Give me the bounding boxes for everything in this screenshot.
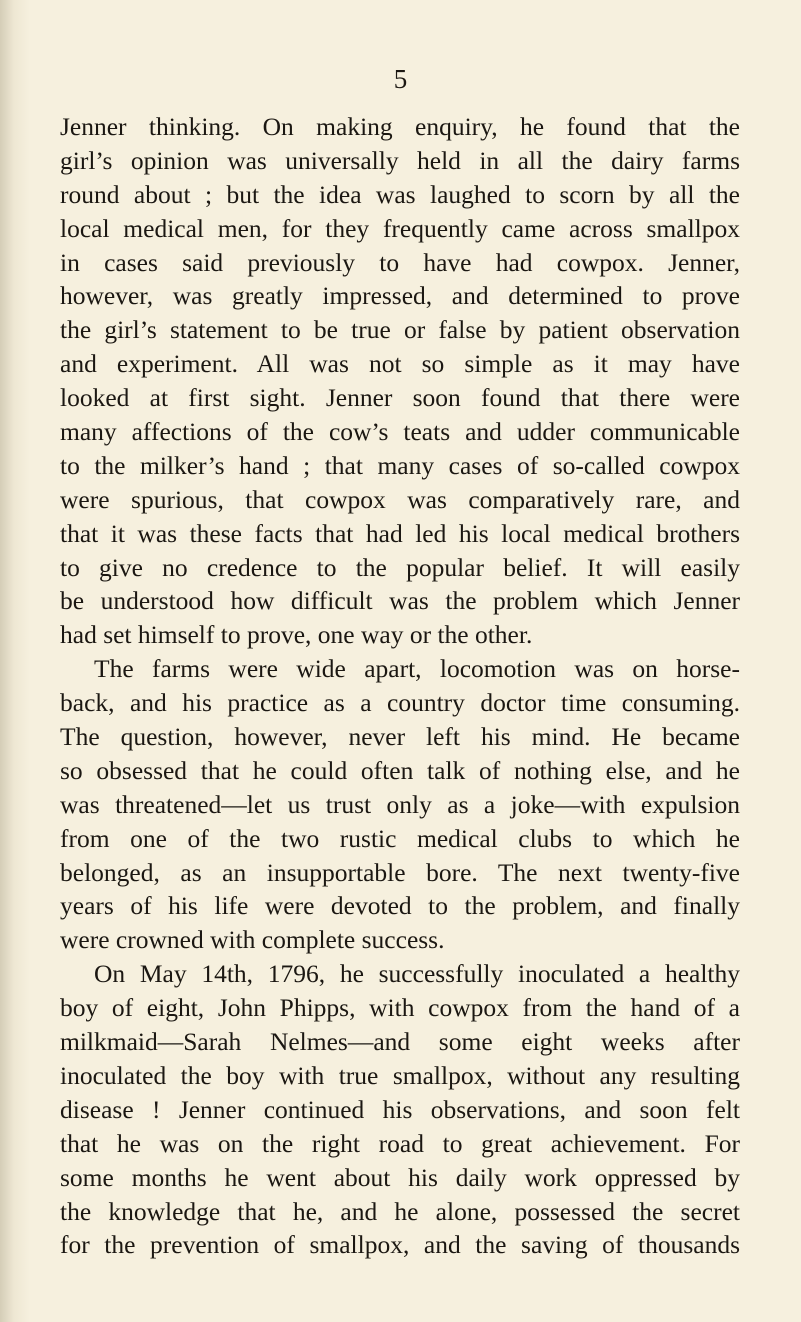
text-line: to the milker’s hand ; that many cases of so-called cowpox	[60, 450, 740, 480]
text-line: back, and his practice as a country doctor time consuming.	[60, 688, 740, 718]
text-line: disease ! Jenner continued his observations, and soon felt	[60, 1094, 740, 1124]
text-line: had set himself to prove, one way or the other.	[60, 620, 533, 650]
text-line: The farms were wide apart, locomotion was on horse-	[94, 654, 740, 684]
text-line: from one of the two rustic medical clubs to which he	[60, 823, 740, 853]
text-line: for the prevention of smallpox, and the saving of thousands	[60, 1230, 740, 1260]
text-line: be understood how difficult was the problem which Jenner	[60, 586, 740, 616]
text-line: the girl’s statement to be true or false by patient observation	[60, 315, 740, 345]
text-line: boy of eight, John Phipps, with cowpox from the hand of a	[60, 993, 740, 1023]
text-line: and experiment. All was not so simple as it may have	[60, 349, 740, 379]
body-text	[60, 110, 740, 1262]
text-line: were crowned with complete success.	[60, 925, 445, 955]
text-line: the knowledge that he, and he alone, possessed the secret	[60, 1196, 740, 1226]
text-line: looked at first sight. Jenner soon found that there were	[60, 383, 740, 413]
page-number: 5	[393, 64, 408, 94]
text-line: On May 14th, 1796, he successfully inoculated a healthy	[94, 959, 740, 989]
text-line: belonged, as an insupportable bore. The next twenty-five	[60, 857, 740, 887]
text-line: that it was these facts that had led his local medical brothers	[60, 518, 740, 548]
text-line: milkmaid—Sarah Nelmes—and some eight weeks after	[60, 1027, 740, 1057]
text-line: were spurious, that cowpox was comparatively rare, and	[60, 484, 740, 514]
text-line: years of his life were devoted to the problem, and finally	[60, 891, 740, 921]
text-line: local medical men, for they frequently came across smallpox	[60, 213, 740, 243]
text-line: round about ; but the idea was laughed to scorn by all the	[60, 179, 740, 209]
text-line: Jenner thinking. On making enquiry, he found that the	[60, 112, 740, 141]
text-line: so obsessed that he could often talk of nothing else, and he	[60, 755, 740, 785]
text-line: to give no credence to the popular belief. It will easily	[60, 552, 740, 582]
text-line: girl’s opinion was universally held in all the dairy farms	[60, 145, 740, 175]
text-line: many affections of the cow’s teats and udder communicable	[60, 417, 740, 447]
text-line: however, was greatly impressed, and determined to prove	[60, 281, 740, 311]
text-line: in cases said previously to have had cowpox. Jenner,	[60, 247, 740, 277]
text-line: some months he went about his daily work oppressed by	[60, 1162, 740, 1192]
text-line: was threatened—let us trust only as a joke—with expulsion	[60, 789, 740, 819]
text-line: inoculated the boy with true smallpox, without any resulting	[60, 1060, 740, 1090]
text-line: that he was on the right road to great achievement. For	[60, 1128, 740, 1158]
text-line: The question, however, never left his mind. He became	[60, 722, 740, 752]
